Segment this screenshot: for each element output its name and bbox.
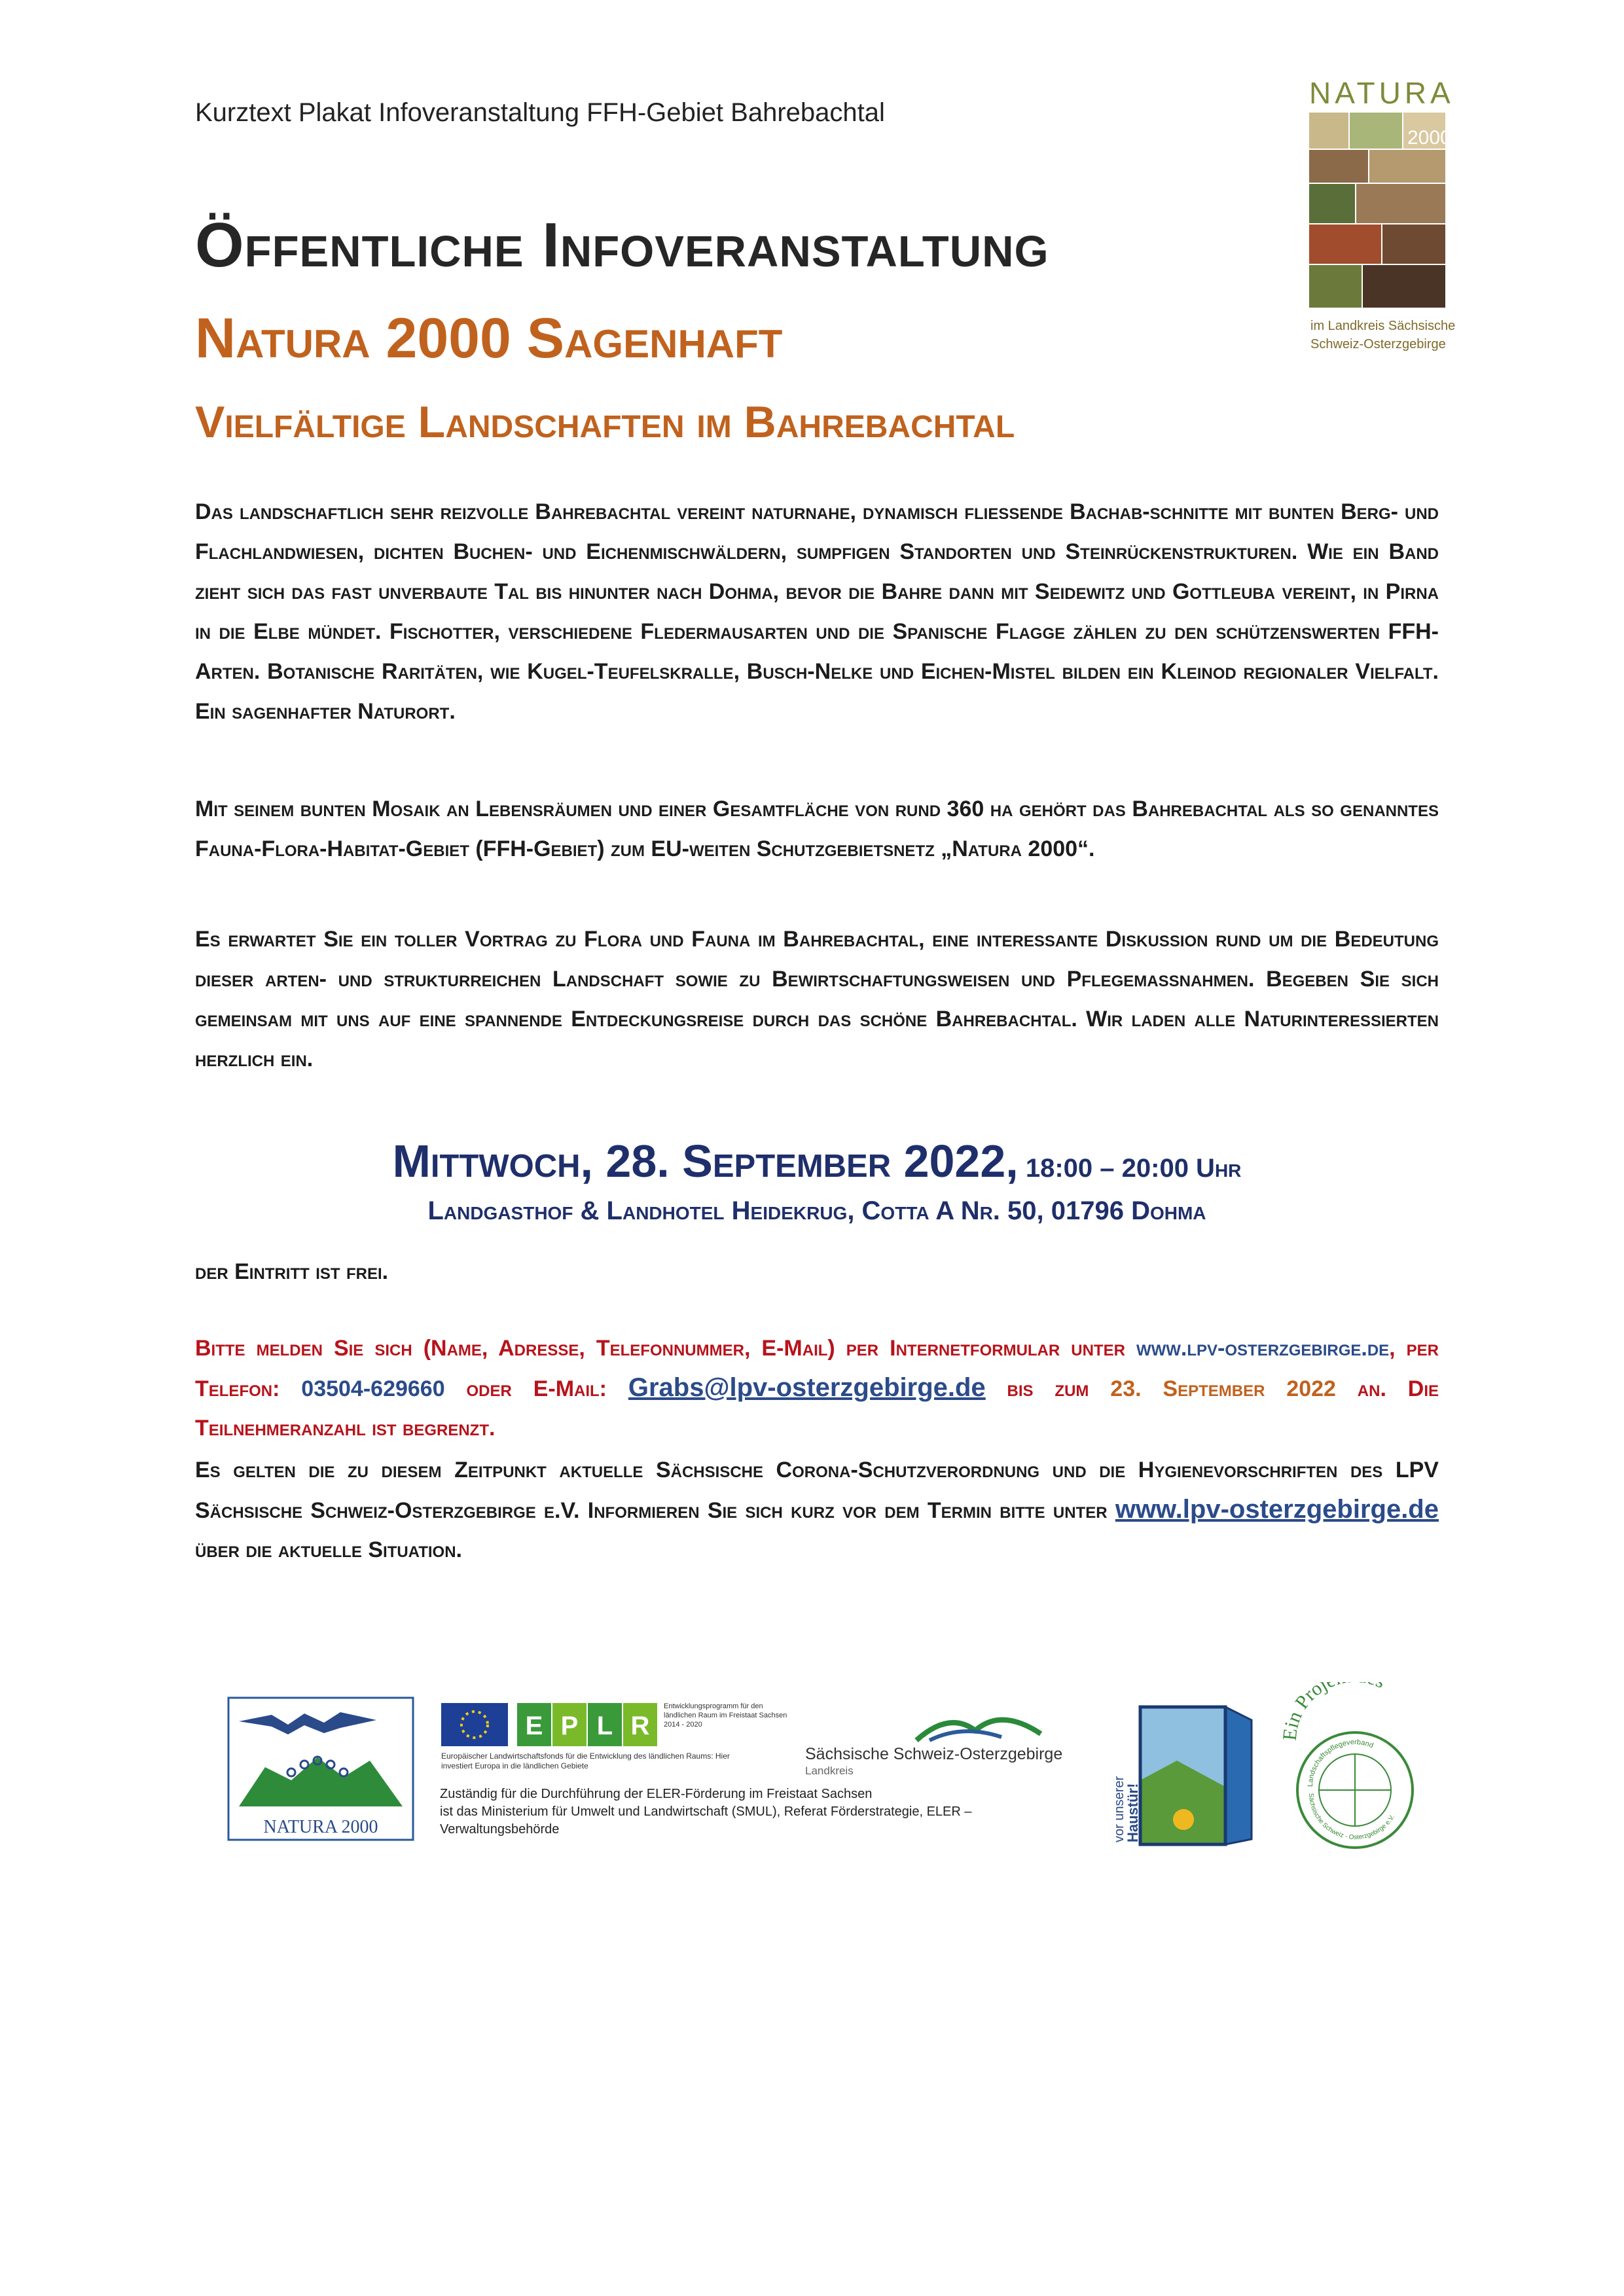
- event-venue: Landgasthof & Landhotel Heidekrug, Cotta A Nr. 50, 01796 Dohma: [427, 1196, 1206, 1225]
- reg-mail-label: oder E-Mail:: [444, 1376, 628, 1401]
- note-text1: Es gelten die zu diesem Zeitpunkt aktuelle Sächsische Corona-Schutzverordnung und die Hygienevorschriften des LPV Sächsische Schweiz-Osterzgebirge e.V. Informieren Sie sich kurz vor dem Termin bitte unter: [195, 1458, 1439, 1523]
- natura2000-regional-logo: [1309, 73, 1456, 368]
- event-time: 18:00 – 20:00 Uhr: [1018, 1154, 1242, 1183]
- project-arc-text: n Proj: [1283, 1682, 1331, 1726]
- footer-line-1: Zuständig für die Durchführung der ELER-Förderung im Freistaat Sachsen: [440, 1787, 873, 1801]
- eplr-letter-r: R: [630, 1712, 650, 1740]
- project-ring-top: Landschaftspflegeverband: [1306, 1738, 1375, 1787]
- haustuer-logo: [1111, 1702, 1257, 1847]
- entry-info: der Eintritt ist frei.: [195, 1259, 389, 1284]
- reg-deadline-pre: bis zum: [985, 1376, 1111, 1401]
- note-link[interactable]: www.lpv-osterzgebirge.de: [1115, 1495, 1439, 1524]
- paragraph-program: Es erwartet Sie ein toller Vortrag zu Flora und Fauna im Bahrebachtal, eine interessante Diskussion rund um die Bedeutung dieser arten- und strukturreichen Landschaft sowie zu Bewirtschaftungsweisen und Pflegemaßnahmen. Begeben Sie sich gemeinsam mit uns auf eine spannende Entdeckungsreise durch das schöne Bahrebachtal. Wir laden alle Naturinteressierten herzlich ein.: [195, 927, 1439, 1071]
- reg-intro: Bitte melden Sie sich (Name, Adresse, Telefonnummer, E-Mail) per Internetformular unter: [195, 1336, 1136, 1361]
- title-natura: Natura 2000 Sagenhaft: [195, 307, 783, 370]
- logo-word: NATURA: [1309, 76, 1454, 110]
- reg-deadline: 23. September 2022: [1110, 1376, 1336, 1401]
- landkreis-logo: [805, 1704, 1080, 1776]
- footer-line-2: ist das Ministerium für Umwelt und Landwirtschaft (SMUL), Referat Förderstrategie, ELER –: [440, 1804, 972, 1819]
- eu-caption: Europäischer Landwirtschaftsfonds für die Entwicklung des ländlichen Raums: Hier investiert Europa in die ländlichen Gebiete: [441, 1751, 730, 1770]
- logo-sub2: Schweiz-Osterzgebirge: [1310, 337, 1446, 351]
- title-subtitle: Vielfältige Landschaften im Bahrebachtal: [195, 397, 1015, 447]
- landkreis-name: Sächsische Schweiz-Osterzgebirge: [805, 1745, 1063, 1763]
- corona-note: [195, 1450, 1439, 1570]
- eplr-letter-l: L: [596, 1712, 613, 1740]
- document-header: Kurztext Plakat Infoveranstaltung FFH-Gebiet Bahrebachtal: [195, 98, 885, 127]
- natura2000-eu-logo: [226, 1695, 416, 1842]
- reg-web-link[interactable]: www.lpv-osterzgebirge.de: [1136, 1336, 1390, 1361]
- reg-mail-link[interactable]: Grabs@lpv-osterzgebirge.de: [628, 1373, 986, 1402]
- title-main: Öffentliche Infoveranstaltung: [195, 210, 1049, 280]
- paragraph-mosaic: Mit seinem bunten Mosaik an Lebensräumen und einer Gesamtfläche von rund 360 ha gehört das Bahrebachtal als so genanntes Fauna-Flora-Habitat-Gebiet (FFH-Gebiet) zum EU-weiten Schutzgebietsnetz „Natura 2000“.: [195, 797, 1439, 861]
- lpv-project-logo: [1283, 1682, 1427, 1852]
- registration-info: [195, 1329, 1439, 1448]
- event-date-text: Mittwoch, 28. September 2022,: [392, 1136, 1019, 1187]
- reg-deadline-post: an. Die Teilnehmeranzahl ist begrenzt.: [195, 1376, 1439, 1441]
- logo-sub1: im Landkreis Sächsische: [1310, 319, 1456, 333]
- eu-eplr-logo: [440, 1702, 793, 1780]
- haustuer-text1: vor unserer: [1112, 1776, 1127, 1842]
- eplr-letter-e: E: [525, 1712, 543, 1740]
- project-ring-bottom: Sächsische Schweiz - Osterzgebirge e.V.: [1307, 1793, 1397, 1842]
- eler-footer: [440, 1785, 1068, 1839]
- reg-phone-label: , per Telefon:: [195, 1336, 1439, 1401]
- eplr-letter-p: P: [560, 1712, 579, 1740]
- landkreis-sub: Landkreis: [805, 1765, 854, 1777]
- logo-number: 2000: [1407, 127, 1451, 149]
- natura-footer-label: NATURA 2000: [263, 1817, 378, 1837]
- reg-phone: 03504-629660: [301, 1376, 445, 1401]
- haustuer-text2: Haustür!: [1125, 1783, 1141, 1842]
- paragraph-intro: Das landschaftlich sehr reizvolle Bahrebachtal vereint naturnahe, dynamisch fließende Bachab-schnitte mit bunten Berg- und Flachlandwiesen, dichten Buchen- und Eichenmischwäldern, sumpfigen Standorten und Steinrückenstrukturen. Wie ein Band zieht sich das fast unverbaute Tal bis hinunter nach Dohma, bevor die Bahre dann mit Seidewitz und Gottleuba vereint, in Pirna in die Elbe mündet. Fischotter, verschiedene Fledermausarten und die Spanische Flagge zählen zu den schützenswerten FFH-Arten. Botanische Raritäten, wie Kugel-Teufelskralle, Busch-Nelke und Eichen-Mistel bilden ein Kleinod regionaler Vielfalt. Ein sagenhafter Naturort.: [195, 499, 1439, 724]
- event-date: [195, 1135, 1439, 1187]
- eplr-side-text: Entwicklungsprogramm für den ländlichen Raum im Freistaat Sachsen 2014 - 2020: [664, 1702, 787, 1729]
- footer-line-3: Verwaltungsbehörde: [440, 1822, 560, 1837]
- note-text2: über die aktuelle Situation.: [195, 1537, 463, 1562]
